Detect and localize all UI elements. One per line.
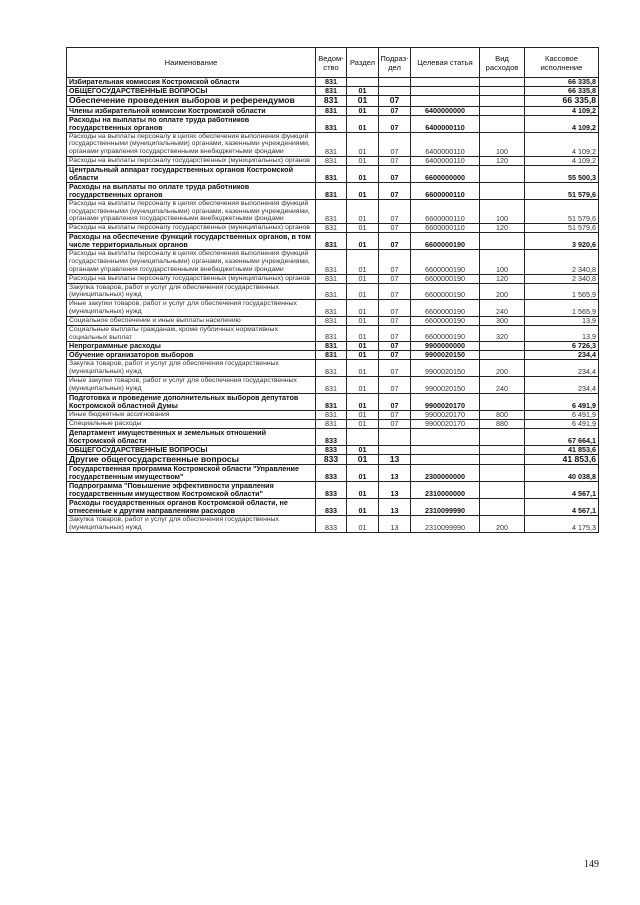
cell-subsection: 07 — [379, 233, 411, 250]
cell-cash-execution: 66 335,8 — [525, 78, 599, 87]
cell-cash-execution: 4 109,2 — [525, 115, 599, 132]
cell-subsection: 07 — [379, 351, 411, 360]
cell-expense-type: 200 — [480, 283, 525, 300]
cell-target-article: 2300000000 — [411, 465, 480, 482]
table-row — [67, 250, 599, 274]
cell-section: 01 — [347, 499, 379, 516]
cell-section: 01 — [347, 250, 379, 274]
cell-department: 831 — [316, 342, 347, 351]
cell-cash-execution: 51 579,6 — [525, 224, 599, 233]
cell-cash-execution: 41 853,6 — [525, 454, 599, 465]
header-expense-type: Вид расходов — [480, 48, 525, 78]
cell-department: 831 — [316, 96, 347, 107]
cell-name: Иные закупки товаров, работ и услуг для обеспечения государственных (муниципальных) нужд — [67, 377, 316, 394]
cell-cash-execution: 66 335,8 — [525, 96, 599, 107]
cell-name: Подпрограмма "Повышение эффективности управления государственным имуществом Костромской области" — [67, 482, 316, 499]
header-name: Наименование — [67, 48, 316, 78]
cell-department: 831 — [316, 132, 347, 156]
cell-name: Непрограммные расходы — [67, 342, 316, 351]
table-row — [67, 165, 599, 182]
cell-target-article: 6400000000 — [411, 106, 480, 115]
cell-section: 01 — [347, 325, 379, 342]
table-row — [67, 428, 599, 445]
table-row — [67, 419, 599, 428]
cell-cash-execution: 40 038,8 — [525, 465, 599, 482]
table-row — [67, 454, 599, 465]
cell-subsection: 07 — [379, 410, 411, 419]
cell-subsection: 07 — [379, 106, 411, 115]
cell-name: Расходы на выплаты персоналу в целях обеспечения выполнения функций государственными (муниципальными) органами, казенными учреждениями, органами управления государственными внебюджетными фондами — [67, 250, 316, 274]
cell-subsection: 07 — [379, 342, 411, 351]
table-row — [67, 106, 599, 115]
cell-cash-execution: 67 664,1 — [525, 428, 599, 445]
cell-cash-execution: 6 491,9 — [525, 393, 599, 410]
header-target-article: Целевая статья — [411, 48, 480, 78]
cell-section: 01 — [347, 233, 379, 250]
cell-target-article: 6600000190 — [411, 316, 480, 325]
table-row — [67, 283, 599, 300]
cell-subsection: 07 — [379, 199, 411, 223]
budget-table — [66, 47, 599, 533]
cell-section: 01 — [347, 377, 379, 394]
cell-section: 01 — [347, 482, 379, 499]
cell-department: 831 — [316, 377, 347, 394]
cell-section: 01 — [347, 300, 379, 317]
table-row — [67, 115, 599, 132]
cell-section: 01 — [347, 199, 379, 223]
cell-expense-type — [480, 115, 525, 132]
cell-expense-type: 800 — [480, 410, 525, 419]
cell-target-article — [411, 87, 480, 96]
cell-name: Члены избирательной комиссии Костромской области — [67, 106, 316, 115]
table-header-row — [67, 48, 599, 78]
cell-section: 01 — [347, 454, 379, 465]
cell-name: Закупка товаров, работ и услуг для обеспечения государственных (муниципальных) нужд — [67, 283, 316, 300]
header-cash-execution: Кассовое исполнение — [525, 48, 599, 78]
cell-name: Избирательная комиссия Костромской области — [67, 78, 316, 87]
cell-name: Расходы на выплаты персоналу в целях обеспечения выполнения функций государственными (муниципальными) органами, казенными учреждениями, органами управления государственными внебюджетными фондами — [67, 132, 316, 156]
cell-expense-type: 200 — [480, 360, 525, 377]
cell-expense-type — [480, 393, 525, 410]
cell-section: 01 — [347, 106, 379, 115]
cell-target-article: 6600000110 — [411, 199, 480, 223]
table-row — [67, 325, 599, 342]
cell-subsection: 13 — [379, 454, 411, 465]
cell-cash-execution: 51 579,6 — [525, 199, 599, 223]
cell-section: 01 — [347, 182, 379, 199]
header-subsection: Подраз-дел — [379, 48, 411, 78]
cell-section: 01 — [347, 360, 379, 377]
cell-department: 831 — [316, 182, 347, 199]
cell-cash-execution: 234,4 — [525, 377, 599, 394]
cell-target-article — [411, 428, 480, 445]
cell-expense-type — [480, 165, 525, 182]
cell-expense-type: 120 — [480, 224, 525, 233]
cell-target-article: 9900000000 — [411, 342, 480, 351]
cell-section: 01 — [347, 96, 379, 107]
table-row — [67, 499, 599, 516]
cell-target-article: 6600000190 — [411, 274, 480, 283]
cell-section: 01 — [347, 274, 379, 283]
cell-subsection: 07 — [379, 419, 411, 428]
cell-subsection: 07 — [379, 115, 411, 132]
cell-cash-execution: 234,4 — [525, 360, 599, 377]
cell-section: 01 — [347, 283, 379, 300]
cell-section — [347, 428, 379, 445]
cell-expense-type — [480, 96, 525, 107]
cell-expense-type: 320 — [480, 325, 525, 342]
table-row — [67, 410, 599, 419]
cell-target-article — [411, 78, 480, 87]
cell-cash-execution: 4 567,1 — [525, 499, 599, 516]
cell-department: 833 — [316, 428, 347, 445]
cell-cash-execution: 4 567,1 — [525, 482, 599, 499]
cell-department: 831 — [316, 106, 347, 115]
cell-subsection: 07 — [379, 250, 411, 274]
cell-name: Специальные расходы — [67, 419, 316, 428]
cell-department: 831 — [316, 224, 347, 233]
page-number: 149 — [584, 859, 599, 870]
cell-department: 833 — [316, 445, 347, 454]
cell-target-article: 6600000000 — [411, 165, 480, 182]
cell-name: Обучение организаторов выборов — [67, 351, 316, 360]
cell-subsection: 13 — [379, 465, 411, 482]
cell-department: 833 — [316, 482, 347, 499]
cell-cash-execution: 6 491,9 — [525, 419, 599, 428]
cell-section: 01 — [347, 165, 379, 182]
cell-section: 01 — [347, 224, 379, 233]
cell-department: 831 — [316, 419, 347, 428]
cell-expense-type — [480, 482, 525, 499]
cell-target-article — [411, 454, 480, 465]
cell-target-article: 9900020150 — [411, 351, 480, 360]
cell-subsection — [379, 445, 411, 454]
cell-name: Расходы государственных органов Костромской области, не отнесенные к другим направлениям расходов — [67, 499, 316, 516]
header-section: Раздел — [347, 48, 379, 78]
cell-target-article: 6600000110 — [411, 182, 480, 199]
cell-target-article: 9900020150 — [411, 377, 480, 394]
cell-target-article: 6600000190 — [411, 325, 480, 342]
cell-section: 01 — [347, 115, 379, 132]
cell-target-article: 6600000110 — [411, 224, 480, 233]
cell-target-article: 6600000190 — [411, 250, 480, 274]
table-row — [67, 182, 599, 199]
cell-section: 01 — [347, 419, 379, 428]
cell-name: Центральный аппарат государственных органов Костромской области — [67, 165, 316, 182]
cell-subsection: 13 — [379, 516, 411, 533]
cell-name: Закупка товаров, работ и услуг для обеспечения государственных (муниципальных) нужд — [67, 360, 316, 377]
table-row — [67, 96, 599, 107]
cell-cash-execution: 6 726,3 — [525, 342, 599, 351]
cell-name: Расходы на обеспечение функций государственных органов, в том числе территориальных органов — [67, 233, 316, 250]
cell-department: 831 — [316, 115, 347, 132]
cell-cash-execution: 4 109,2 — [525, 156, 599, 165]
cell-subsection: 07 — [379, 96, 411, 107]
cell-expense-type — [480, 106, 525, 115]
cell-department: 831 — [316, 316, 347, 325]
cell-subsection: 07 — [379, 132, 411, 156]
cell-target-article: 6600000190 — [411, 300, 480, 317]
table-row — [67, 482, 599, 499]
cell-name: Другие общегосударственные вопросы — [67, 454, 316, 465]
cell-target-article — [411, 96, 480, 107]
cell-expense-type — [480, 428, 525, 445]
cell-name: Государственная программа Костромской области "Управление государственным имуществом" — [67, 465, 316, 482]
cell-name: Подготовка и проведение дополнительных выборов депутатов Костромской областной Думы — [67, 393, 316, 410]
table-row — [67, 199, 599, 223]
cell-cash-execution: 4 109,2 — [525, 132, 599, 156]
cell-expense-type: 240 — [480, 377, 525, 394]
cell-cash-execution: 13,9 — [525, 325, 599, 342]
cell-expense-type — [480, 78, 525, 87]
table-row — [67, 360, 599, 377]
cell-cash-execution: 2 340,8 — [525, 274, 599, 283]
table-row — [67, 316, 599, 325]
cell-subsection: 07 — [379, 393, 411, 410]
cell-target-article: 6600000190 — [411, 283, 480, 300]
cell-subsection: 07 — [379, 224, 411, 233]
cell-department: 831 — [316, 410, 347, 419]
cell-name: Расходы на выплаты персоналу в целях обеспечения выполнения функций государственными (муниципальными) органами, казенными учреждениями, органами управления государственными внебюджетными фондами — [67, 199, 316, 223]
table-row — [67, 233, 599, 250]
cell-section: 01 — [347, 316, 379, 325]
cell-name: Департамент имущественных и земельных отношений Костромской области — [67, 428, 316, 445]
cell-name: Расходы на выплаты по оплате труда работников государственных органов — [67, 115, 316, 132]
cell-section: 01 — [347, 342, 379, 351]
cell-subsection: 07 — [379, 300, 411, 317]
cell-subsection — [379, 428, 411, 445]
cell-subsection: 13 — [379, 499, 411, 516]
cell-section: 01 — [347, 410, 379, 419]
cell-department: 833 — [316, 465, 347, 482]
cell-department: 831 — [316, 156, 347, 165]
cell-expense-type: 240 — [480, 300, 525, 317]
cell-name: Расходы на выплаты персоналу государственных (муниципальных) органов — [67, 156, 316, 165]
cell-section: 01 — [347, 351, 379, 360]
table-row — [67, 445, 599, 454]
cell-subsection: 07 — [379, 316, 411, 325]
cell-target-article: 2310099990 — [411, 516, 480, 533]
cell-subsection: 07 — [379, 156, 411, 165]
cell-section: 01 — [347, 156, 379, 165]
cell-cash-execution: 234,4 — [525, 351, 599, 360]
cell-expense-type — [480, 351, 525, 360]
cell-department: 831 — [316, 325, 347, 342]
cell-expense-type: 120 — [480, 156, 525, 165]
table-row — [67, 377, 599, 394]
cell-section: 01 — [347, 132, 379, 156]
cell-cash-execution: 4 109,2 — [525, 106, 599, 115]
cell-expense-type — [480, 454, 525, 465]
cell-section: 01 — [347, 465, 379, 482]
cell-target-article: 9900020170 — [411, 410, 480, 419]
cell-section: 01 — [347, 516, 379, 533]
cell-expense-type — [480, 233, 525, 250]
cell-cash-execution: 41 853,6 — [525, 445, 599, 454]
cell-cash-execution: 4 175,3 — [525, 516, 599, 533]
cell-expense-type: 200 — [480, 516, 525, 533]
cell-expense-type — [480, 182, 525, 199]
cell-name: Расходы на выплаты персоналу государственных (муниципальных) органов — [67, 274, 316, 283]
cell-subsection: 13 — [379, 482, 411, 499]
cell-target-article: 9900020150 — [411, 360, 480, 377]
cell-name: Расходы на выплаты по оплате труда работников государственных органов — [67, 182, 316, 199]
cell-department: 831 — [316, 165, 347, 182]
cell-target-article: 6400000110 — [411, 115, 480, 132]
cell-subsection: 07 — [379, 165, 411, 182]
table-row — [67, 465, 599, 482]
table-row — [67, 393, 599, 410]
cell-department: 831 — [316, 233, 347, 250]
cell-expense-type — [480, 465, 525, 482]
cell-subsection: 07 — [379, 283, 411, 300]
cell-target-article: 9900020170 — [411, 393, 480, 410]
cell-cash-execution: 2 340,8 — [525, 250, 599, 274]
cell-subsection: 07 — [379, 182, 411, 199]
cell-department: 831 — [316, 360, 347, 377]
cell-department: 831 — [316, 78, 347, 87]
table-row — [67, 351, 599, 360]
cell-name: Расходы на выплаты персоналу государственных (муниципальных) органов — [67, 224, 316, 233]
cell-cash-execution: 3 920,6 — [525, 233, 599, 250]
cell-cash-execution: 55 500,3 — [525, 165, 599, 182]
cell-expense-type — [480, 499, 525, 516]
cell-cash-execution: 1 565,9 — [525, 283, 599, 300]
cell-target-article: 9900020170 — [411, 419, 480, 428]
table-body — [67, 78, 599, 533]
cell-subsection: 07 — [379, 377, 411, 394]
cell-target-article: 2310000000 — [411, 482, 480, 499]
cell-expense-type: 880 — [480, 419, 525, 428]
cell-department: 831 — [316, 250, 347, 274]
cell-department: 833 — [316, 499, 347, 516]
cell-department: 831 — [316, 393, 347, 410]
cell-section: 01 — [347, 445, 379, 454]
cell-cash-execution: 66 335,8 — [525, 87, 599, 96]
cell-expense-type: 100 — [480, 132, 525, 156]
cell-name: Социальные выплаты гражданам, кроме публичных нормативных социальных выплат — [67, 325, 316, 342]
cell-expense-type: 120 — [480, 274, 525, 283]
cell-cash-execution: 13,9 — [525, 316, 599, 325]
cell-expense-type — [480, 87, 525, 96]
cell-section: 01 — [347, 393, 379, 410]
cell-target-article: 6600000190 — [411, 233, 480, 250]
header-department: Ведом-ство — [316, 48, 347, 78]
cell-subsection: 07 — [379, 274, 411, 283]
cell-department: 833 — [316, 454, 347, 465]
cell-department: 831 — [316, 283, 347, 300]
cell-subsection: 07 — [379, 325, 411, 342]
cell-target-article — [411, 445, 480, 454]
cell-name: Закупка товаров, работ и услуг для обеспечения государственных (муниципальных) нужд — [67, 516, 316, 533]
table-row — [67, 516, 599, 533]
cell-target-article: 6400000110 — [411, 156, 480, 165]
cell-department: 831 — [316, 87, 347, 96]
cell-subsection — [379, 78, 411, 87]
table-row — [67, 274, 599, 283]
cell-department: 831 — [316, 351, 347, 360]
cell-section: 01 — [347, 87, 379, 96]
cell-name: Иные бюджетные ассигнования — [67, 410, 316, 419]
cell-name: Социальное обеспечение и иные выплаты населению — [67, 316, 316, 325]
cell-cash-execution: 51 579,6 — [525, 182, 599, 199]
cell-department: 831 — [316, 300, 347, 317]
cell-department: 833 — [316, 516, 347, 533]
cell-target-article: 2310099990 — [411, 499, 480, 516]
cell-expense-type — [480, 342, 525, 351]
cell-cash-execution: 6 491,9 — [525, 410, 599, 419]
cell-cash-execution: 1 565,9 — [525, 300, 599, 317]
cell-name: Иные закупки товаров, работ и услуг для обеспечения государственных (муниципальных) нужд — [67, 300, 316, 317]
cell-department: 831 — [316, 199, 347, 223]
cell-expense-type: 100 — [480, 250, 525, 274]
cell-subsection: 07 — [379, 360, 411, 377]
cell-name: ОБЩЕГОСУДАРСТВЕННЫЕ ВОПРОСЫ — [67, 445, 316, 454]
cell-target-article: 6400000110 — [411, 132, 480, 156]
table-row — [67, 300, 599, 317]
cell-name: Обеспечение проведения выборов и референдумов — [67, 96, 316, 107]
cell-expense-type: 300 — [480, 316, 525, 325]
cell-name: ОБЩЕГОСУДАРСТВЕННЫЕ ВОПРОСЫ — [67, 87, 316, 96]
cell-expense-type — [480, 445, 525, 454]
cell-department: 831 — [316, 274, 347, 283]
table-row — [67, 132, 599, 156]
cell-expense-type: 100 — [480, 199, 525, 223]
